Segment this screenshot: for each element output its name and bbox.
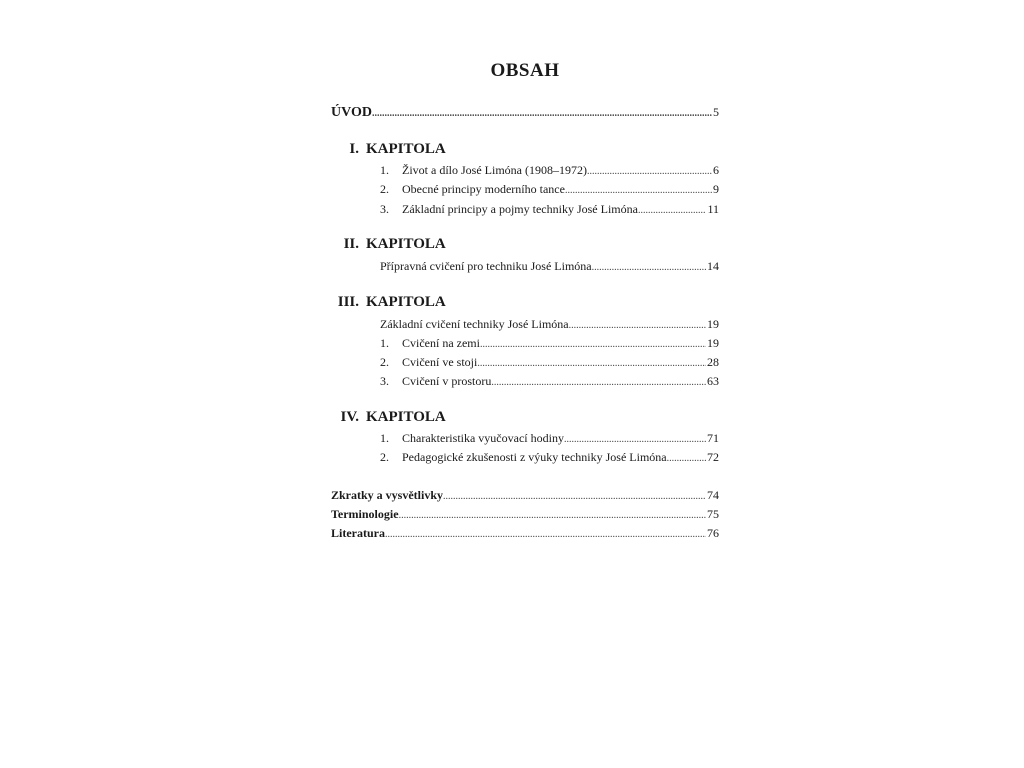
dot-leader [592,260,706,276]
toc-entry-number: 1. [380,336,389,350]
dot-leader [667,451,706,467]
dot-leader [480,337,706,353]
toc-entry-abbreviations[interactable] [331,487,719,503]
chapter-word: KAPITOLA [366,294,446,310]
toc-entry-label: Terminologie [331,507,399,521]
dot-leader [491,375,706,391]
toc-entry-label: Cvičení na zemi [402,336,480,350]
toc-page-number: 28 [707,355,719,369]
toc-page-number: 71 [707,431,719,445]
toc-entry[interactable] [380,430,719,446]
toc-entry[interactable] [380,449,719,465]
chapter-heading-2 [331,236,446,253]
toc-entry[interactable] [380,335,719,351]
toc-page-number: 6 [713,163,719,177]
dot-leader [638,203,706,219]
toc-entry-intro[interactable] [331,104,719,120]
toc-page-number: 19 [707,317,719,331]
toc-entry[interactable] [380,162,719,178]
toc-entry-terminology[interactable] [331,506,719,522]
toc-entry-label: ÚVOD [331,105,372,120]
chapter-word: KAPITOLA [366,409,446,425]
toc-page-number: 72 [707,450,719,464]
toc-entry-number: 3. [380,374,389,388]
toc-entry[interactable] [380,181,719,197]
toc-entry-label: Obecné principy moderního tance [402,182,565,196]
toc-entry-literature[interactable] [331,525,719,541]
toc-page-number: 75 [707,507,719,521]
toc-entry-number: 3. [380,202,389,216]
toc-page-number: 5 [713,105,719,119]
chapter-heading-1 [331,141,446,158]
dot-leader [385,527,706,543]
chapter-roman-numeral: IV. [340,409,359,425]
chapter-roman-numeral: II. [343,236,359,252]
toc-entry-number: 1. [380,431,389,445]
toc-entry-label: Pedagogické zkušenosti z výuky techniky José Limóna [402,450,667,464]
toc-entry-label: Cvičení v prostoru [402,374,492,388]
toc-entry[interactable] [380,201,719,217]
dot-leader [372,106,712,122]
toc-entry-number: 1. [380,163,389,177]
dot-leader [443,489,706,505]
toc-page-number: 74 [707,488,719,502]
toc-entry-label: Zkratky a vysvětlivky [331,488,444,502]
toc-entry[interactable] [380,354,719,370]
toc-entry-label: Literatura [331,526,385,540]
toc-page-number: 63 [707,374,719,388]
toc-entry[interactable] [380,258,719,274]
toc-entry[interactable] [380,373,719,389]
toc-entry[interactable] [380,316,719,332]
chapter-roman-numeral: III. [337,294,359,310]
toc-entry-label: Charakteristika vyučovací hodiny [402,431,564,445]
toc-page-number: 11 [707,202,719,216]
page-title: OBSAH [490,60,560,81]
toc-entry-number: 2. [380,182,389,196]
toc-entry-label: Život a dílo José Limóna (1908–1972) [402,163,587,177]
chapter-heading-4 [331,409,446,426]
dot-leader [569,318,706,334]
chapter-word: KAPITOLA [366,141,446,157]
toc-page-number: 14 [707,259,719,273]
chapter-word: KAPITOLA [366,236,446,252]
dot-leader [564,432,706,448]
toc-page-number: 9 [713,182,719,196]
toc-entry-label: Cvičení ve stoji [402,355,478,369]
chapter-roman-numeral: I. [349,141,359,157]
dot-leader [565,183,712,199]
toc-entry-label: Přípravná cvičení pro techniku José Limóna [380,259,592,273]
toc-entry-number: 2. [380,450,389,464]
toc-entry-number: 2. [380,355,389,369]
toc-entry-label: Základní principy a pojmy techniky José Limóna [402,202,638,216]
toc-page-number: 19 [707,336,719,350]
chapter-heading-3 [331,294,446,311]
dot-leader [587,164,712,180]
dot-leader [477,356,706,372]
toc-entry-label: Základní cvičení techniky José Limóna [380,317,569,331]
dot-leader [399,508,706,524]
toc-page-number: 76 [707,526,719,540]
